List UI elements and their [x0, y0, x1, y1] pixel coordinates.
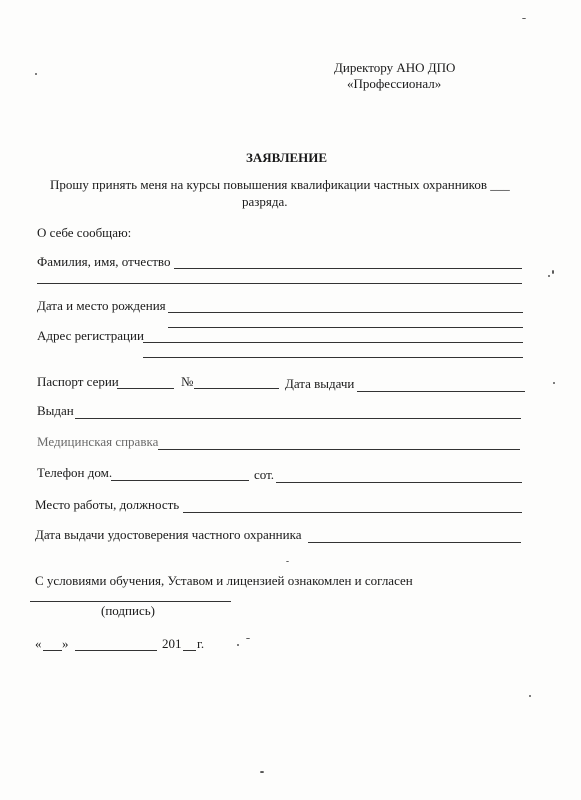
request-line-1: Прошу принять меня на курсы повышения квалификации частных охранников ___	[50, 177, 510, 192]
issue-date-line[interactable]	[357, 391, 525, 392]
address-line-2[interactable]	[143, 357, 523, 358]
phone-mobile-line[interactable]	[276, 482, 522, 483]
consent-text: С условиями обучения, Уставом и лицензией ознакомлен и согласен	[35, 573, 413, 588]
date-open-quote: «	[35, 636, 42, 651]
scan-speck	[522, 18, 526, 19]
date-month-line[interactable]	[75, 650, 157, 651]
birth-line-1[interactable]	[168, 312, 523, 313]
scan-speck	[553, 382, 555, 384]
address-label: Адрес регистрации	[37, 328, 144, 343]
passport-number-label: №	[181, 374, 194, 389]
fio-line-1[interactable]	[174, 268, 522, 269]
phone-home-line[interactable]	[111, 480, 249, 481]
date-day-line[interactable]	[43, 650, 62, 651]
scan-speck	[35, 73, 37, 75]
addressee-line-2: «Профессионал»	[347, 76, 442, 91]
date-year-prefix: 201	[162, 636, 182, 651]
issued-by-line[interactable]	[75, 418, 521, 419]
intro-text: О себе сообщаю:	[37, 225, 132, 240]
scan-speck	[548, 275, 550, 277]
request-line-2: разряда.	[242, 194, 288, 209]
birth-line-2[interactable]	[168, 327, 523, 328]
phone-home-label: Телефон дом.	[37, 465, 113, 480]
scan-speck	[552, 270, 554, 274]
workplace-label: Место работы, должность	[35, 497, 180, 512]
certificate-date-line[interactable]	[308, 542, 521, 543]
passport-number-line[interactable]	[194, 388, 279, 389]
date-close-quote: »	[62, 636, 69, 651]
medical-label: Медицинская справка	[37, 434, 159, 449]
birth-label: Дата и место рождения	[37, 298, 166, 313]
signature-line[interactable]	[30, 601, 231, 602]
date-year-line[interactable]	[183, 650, 196, 651]
passport-series-label: Паспорт серии	[37, 374, 119, 389]
addressee-line-1: Директору АНО ДПО	[334, 60, 456, 75]
scan-speck	[237, 644, 239, 646]
scan-speck	[529, 695, 531, 697]
workplace-line[interactable]	[183, 512, 522, 513]
issue-date-label: Дата выдачи	[285, 376, 355, 391]
scan-speck	[246, 638, 250, 639]
fio-line-2[interactable]	[37, 283, 522, 284]
issued-by-label: Выдан	[37, 403, 74, 418]
certificate-date-label: Дата выдачи удостоверения частного охранника	[35, 527, 302, 542]
fio-label: Фамилия, имя, отчество	[37, 254, 171, 269]
signature-caption: (подпись)	[101, 603, 155, 618]
document-title: ЗАЯВЛЕНИЕ	[246, 150, 328, 165]
medical-line[interactable]	[158, 449, 520, 450]
scan-speck	[286, 561, 289, 562]
address-line-1[interactable]	[143, 342, 523, 343]
date-year-suffix: г.	[197, 636, 205, 651]
scan-speck	[260, 771, 264, 773]
passport-series-line[interactable]	[117, 388, 174, 389]
phone-mobile-label: сот.	[254, 467, 275, 482]
